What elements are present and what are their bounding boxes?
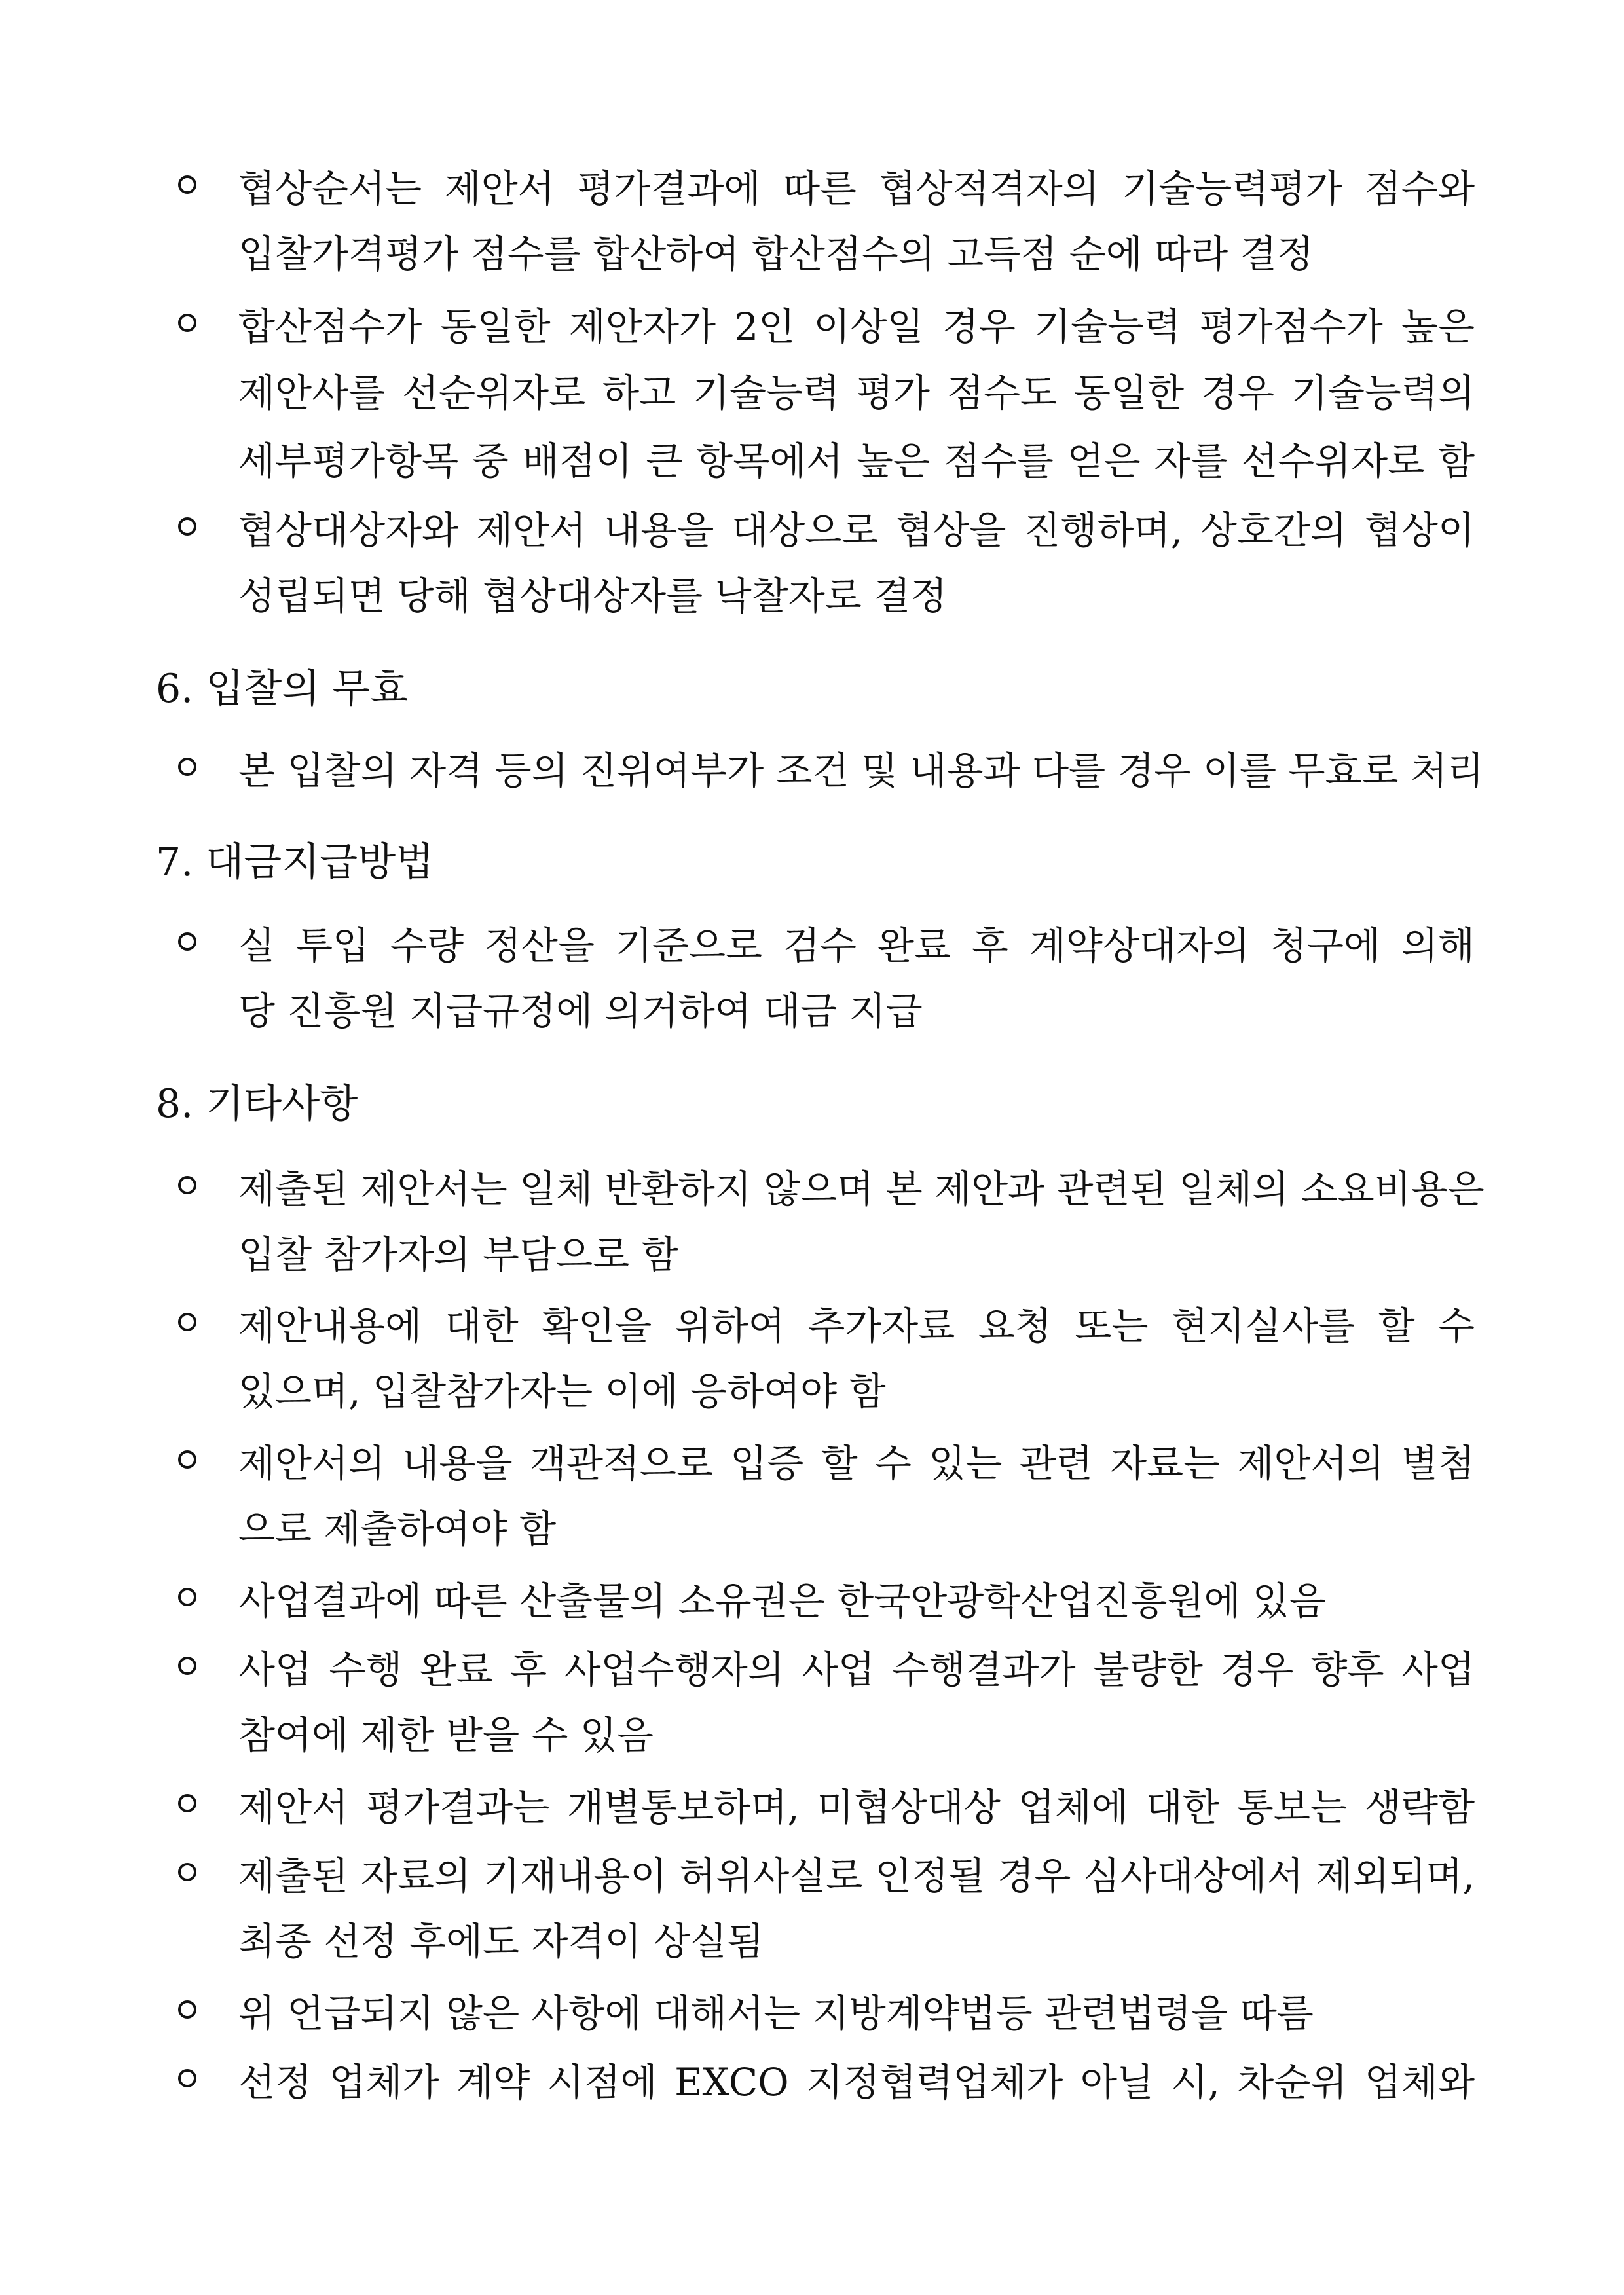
list-item-continuation: 최종 선정 후에도 자격이 상실됨 xyxy=(238,1919,764,1964)
list-item-continuation: 입찰 참가자의 부담으로 함 xyxy=(238,1232,678,1277)
list-item-text: 제안서의 내용을 객관적으로 입증 할 수 있는 관련 자료는 제안서의 별첨 xyxy=(238,1441,1475,1486)
bullet-circle-icon xyxy=(178,758,196,776)
list-item-text: 실 투입 수량 정산을 기준으로 검수 완료 후 계약상대자의 청구에 의해 xyxy=(238,923,1475,968)
list-item-continuation: 성립되면 당해 협상대상자를 낙찰자로 결정 xyxy=(238,574,948,618)
list-item-continuation: 당 진흥원 지급규정에 의거하여 대금 지급 xyxy=(238,989,923,1033)
bullet-circle-icon xyxy=(178,1313,196,1331)
list-item-text: 제출된 제안서는 일체 반환하지 않으며 본 제안과 관련된 일체의 소요비용은 xyxy=(238,1167,1485,1211)
bullet-circle-icon xyxy=(178,2069,196,2087)
list-item-text: 본 입찰의 자격 등의 진위여부가 조건 및 내용과 다를 경우 이를 무효로 처리 xyxy=(238,748,1485,793)
list-item-continuation: 참여에 제한 받을 수 있음 xyxy=(238,1713,654,1757)
section-heading: 7. 대금지급방법 xyxy=(156,839,434,885)
section-heading: 6. 입찰의 무효 xyxy=(156,666,409,712)
list-item-continuation: 있으며, 입찰참가자는 이에 응하여야 함 xyxy=(238,1369,886,1414)
bullet-circle-icon xyxy=(178,1657,196,1675)
bullet-circle-icon xyxy=(178,1794,196,1812)
list-item-text: 사업결과에 따른 산출물의 소유권은 한국안광학산업진흥원에 있음 xyxy=(238,1579,1326,1623)
bullet-circle-icon xyxy=(178,314,196,332)
bullet-circle-icon xyxy=(178,517,196,536)
bullet-circle-icon xyxy=(178,1176,196,1194)
list-item-continuation: 으로 제출하여야 함 xyxy=(238,1507,557,1551)
list-item-text: 협상대상자와 제안서 내용을 대상으로 협상을 진행하며, 상호간의 협상이 xyxy=(238,508,1475,553)
bullet-circle-icon xyxy=(178,1450,196,1469)
list-item-text: 제안내용에 대한 확인을 위하여 추가자료 요청 또는 현지실사를 할 수 xyxy=(238,1304,1475,1348)
list-item-text: 사업 수행 완료 후 사업수행자의 사업 수행결과가 불량한 경우 향후 사업 xyxy=(238,1647,1475,1692)
bullet-circle-icon xyxy=(178,175,196,194)
list-item-continuation: 세부평가항목 중 배점이 큰 항목에서 높은 점수를 얻은 자를 선수위자로 함 xyxy=(238,439,1475,483)
list-item-text: 위 언급되지 않은 사항에 대해서는 지방계약법등 관련법령을 따름 xyxy=(238,1991,1314,2036)
list-item-text: 협상순서는 제안서 평가결과에 따른 협상적격자의 기술능력평가 점수와 xyxy=(238,166,1475,211)
bullet-circle-icon xyxy=(178,1588,196,1606)
list-item-text: 선정 업체가 계약 시점에 EXCO 지정협력업체가 아닐 시, 차순위 업체와 xyxy=(238,2060,1475,2104)
bullet-circle-icon xyxy=(178,2000,196,2019)
list-item-text: 제출된 자료의 기재내용이 허위사실로 인정될 경우 심사대상에서 제외되며, xyxy=(238,1854,1475,1898)
list-item-text: 합산점수가 동일한 제안자가 2인 이상일 경우 기술능력 평가점수가 높은 xyxy=(238,304,1475,349)
list-item-text: 제안서 평가결과는 개별통보하며, 미협상대상 업체에 대한 통보는 생략함 xyxy=(238,1785,1475,1829)
section-heading: 8. 기타사항 xyxy=(156,1081,358,1127)
bullet-circle-icon xyxy=(178,1863,196,1881)
list-item-continuation: 입찰가격평가 점수를 합산하여 합산점수의 고득점 순에 따라 결정 xyxy=(238,232,1314,276)
list-item-continuation: 제안사를 선순위자로 하고 기술능력 평가 점수도 동일한 경우 기술능력의 xyxy=(238,371,1475,415)
bullet-circle-icon xyxy=(178,932,196,951)
